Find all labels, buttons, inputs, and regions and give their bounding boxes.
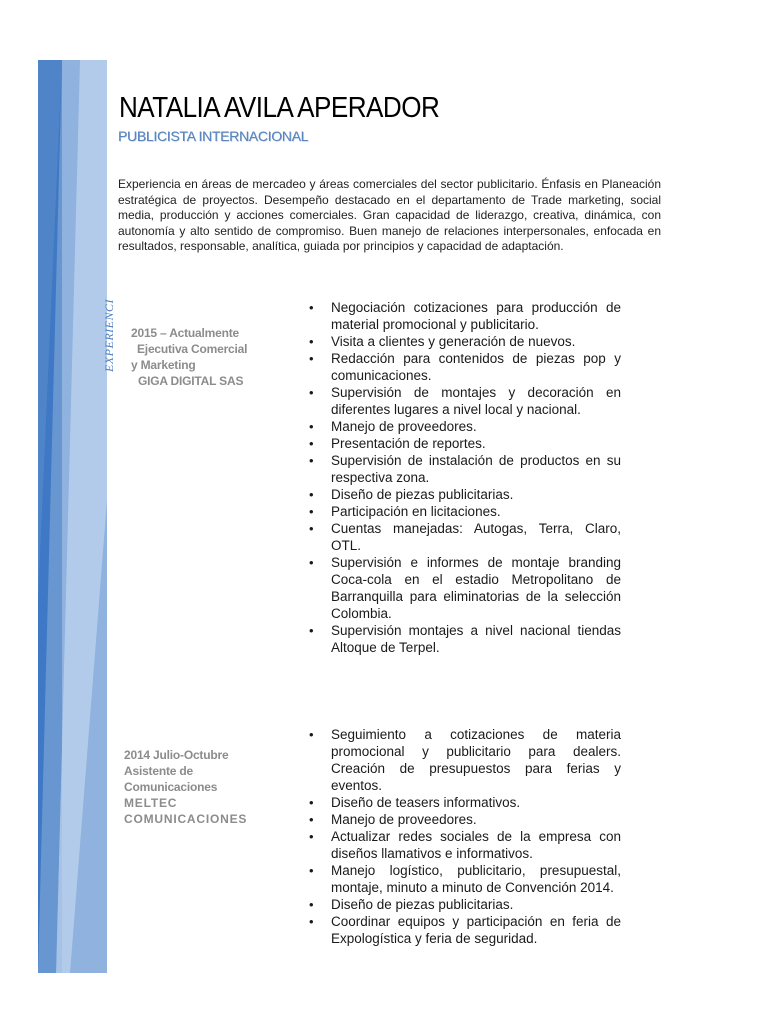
list-item: • Diseño de piezas publicitarias.: [309, 486, 621, 503]
list-item: • Supervisión montajes a nivel nacional tiendas Altoque de Terpel.: [309, 622, 621, 656]
job-role-cont: y Marketing: [131, 358, 196, 372]
job-role: Ejecutiva Comercial: [137, 342, 248, 356]
list-item: • Manejo logístico, publicitario, presupuestal, montaje, minuto a minuto de Convención 2014.: [309, 862, 621, 896]
job-role-cont: Comunicaciones: [124, 780, 218, 794]
experience-label-text: EXPERIENCI: [102, 299, 116, 372]
list-item: • Participación en licitaciones.: [309, 503, 621, 520]
job-tasks-meltec: [309, 726, 621, 947]
experience-section-label: [98, 300, 118, 372]
list-item: • Diseño de piezas publicitarias.: [309, 896, 621, 913]
job-role: Asistente de: [124, 764, 193, 778]
candidate-title: PUBLICISTA INTERNACIONAL: [118, 128, 309, 144]
list-item: • Coordinar equipos y participación en feria de Expologística y feria de seguridad.: [309, 913, 621, 947]
job-period: 2014 Julio-Octubre: [124, 748, 229, 762]
candidate-name: NATALIA AVILA APERADOR: [119, 92, 440, 124]
list-item: • Supervisión e informes de montaje branding Coca-cola en el estadio Metropolitano de Barranquilla para eliminatorias de la selección Colombia.: [309, 554, 621, 622]
list-item: • Diseño de teasers informativos.: [309, 794, 621, 811]
job-company-cont: COMUNICACIONES: [124, 812, 248, 826]
list-item: • Seguimiento a cotizaciones de materia promocional y publicitario para dealers. Creación de presupuestos para ferias y eventos.: [309, 726, 621, 794]
list-item: • Negociación cotizaciones para producción de material promocional y publicitario.: [309, 299, 621, 333]
list-item: • Supervisión de instalación de productos en su respectiva zona.: [309, 452, 621, 486]
list-item: • Cuentas manejadas: Autogas, Terra, Claro, OTL.: [309, 520, 621, 554]
job-period: 2015 – Actualmente: [131, 326, 240, 340]
list-item: • Presentación de reportes.: [309, 435, 621, 452]
job-company: MELTEC: [124, 796, 178, 810]
profile-summary: Experiencia en áreas de mercadeo y áreas comerciales del sector publicitario. Énfasis en Planeación estratégica de proyectos. Desempeño destacado en el departamento de Trade marketing, social media, producción y acciones comerciales. Gran capacidad de liderazgo, creativa, dinámica, con autonomía y alto sentido de compromiso. Buen manejo de relaciones interpersonales, enfocada en resultados, responsable, analítica, guiada por principios y capacidad de adaptación.: [118, 177, 661, 253]
job-meta-giga: [131, 325, 247, 389]
list-item: • Manejo de proveedores.: [309, 418, 621, 435]
list-item: • Redacción para contenidos de piezas pop y comunicaciones.: [309, 350, 621, 384]
job-meta-meltec: [124, 747, 247, 827]
list-item: • Actualizar redes sociales de la empresa con diseños llamativos e informativos.: [309, 828, 621, 862]
list-item: • Visita a clientes y generación de nuevos.: [309, 333, 621, 350]
job-tasks-giga: [309, 299, 621, 656]
decorative-side-stripes: [0, 0, 110, 1024]
list-item: • Manejo de proveedores.: [309, 811, 621, 828]
list-item: • Supervisión de montajes y decoración en diferentes lugares a nivel local y nacional.: [309, 384, 621, 418]
job-company: GIGA DIGITAL SAS: [138, 374, 244, 388]
